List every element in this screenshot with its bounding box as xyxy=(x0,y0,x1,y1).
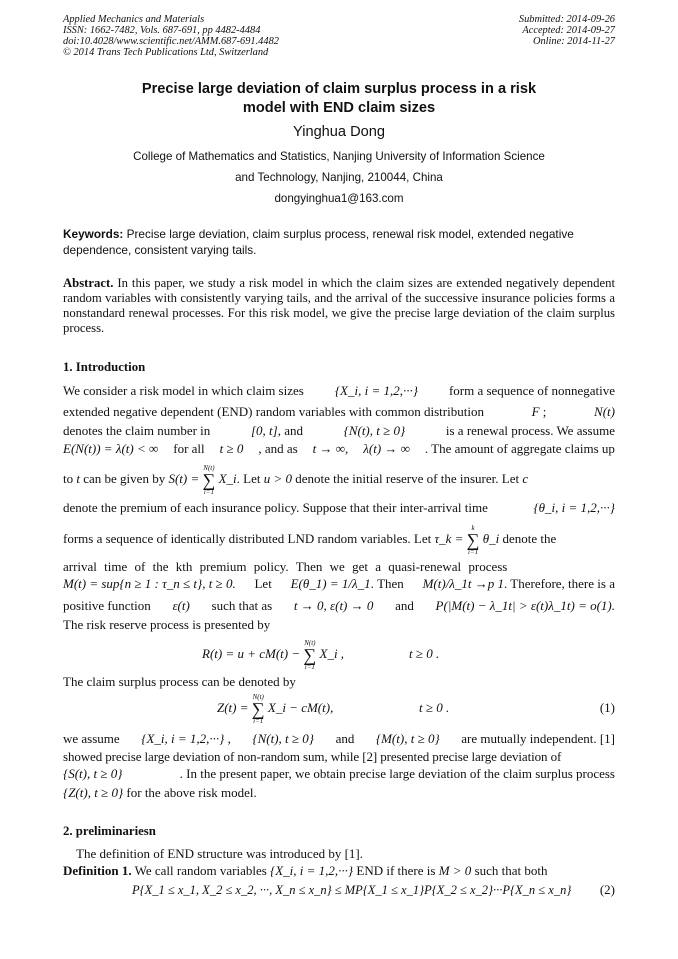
text-span: We consider a risk model in which claim sizes xyxy=(63,383,304,398)
text-span: for the above risk model. xyxy=(126,785,257,800)
text-span: and xyxy=(395,598,414,613)
text-span: denote the premium of each insurance policy. Suppose that their inter-arrival time xyxy=(63,500,488,515)
math-c: c xyxy=(522,471,529,486)
intro-line-10 xyxy=(63,598,615,614)
math-F: F xyxy=(531,404,540,419)
math-t-infty: t → ∞ xyxy=(312,441,346,456)
intro-line-6 xyxy=(63,500,615,516)
intro-line-1 xyxy=(63,383,615,399)
text-span: such that as xyxy=(211,598,273,613)
journal-name: Applied Mechanics and Materials xyxy=(63,14,205,25)
author-name: Yinghua Dong xyxy=(293,124,385,140)
affiliation-line-1: College of Mathematics and Statistics, Nanjing University of Information Science xyxy=(133,150,545,163)
text-span: form a sequence of nonnegative xyxy=(448,383,615,398)
math-S-process: {S(t), t ≥ 0} xyxy=(63,766,123,781)
title-line-2: model with END claim sizes xyxy=(242,100,436,116)
math-interval: [0, t] xyxy=(250,423,278,438)
author-email: dongyinghua1@163.com xyxy=(274,192,404,205)
text-span: positive function xyxy=(63,598,151,613)
summation-symbol: k ∑ i=1 xyxy=(466,524,480,557)
dates-header xyxy=(519,14,615,47)
text-span: . Then xyxy=(370,576,404,591)
math-limits: t → 0, ε(t) → 0 xyxy=(293,598,374,613)
math-lambda-infty: λ(t) → ∞ xyxy=(363,441,410,456)
eq-r-tail: X_i , xyxy=(319,646,345,661)
definition-1 xyxy=(63,863,615,879)
math-N-process: {N(t), t ≥ 0} xyxy=(252,731,314,746)
sum-upper: N(t) xyxy=(252,693,264,702)
abstract-label: Abstract. xyxy=(63,276,114,290)
text-span: for all xyxy=(173,441,205,456)
copyright-line: © 2014 Trans Tech Publications Ltd, Switzerland xyxy=(63,47,269,58)
text-span: . Let xyxy=(236,471,261,486)
submitted-date: Submitted: 2014-09-26 xyxy=(518,14,615,25)
intro-line-5 xyxy=(63,461,615,497)
text-span: . In the present paper, we obtain precise large deviation of the claim surplus process xyxy=(179,766,615,781)
math-Z-process: {Z(t), t ≥ 0} xyxy=(63,785,124,800)
math-quasi-renewal: M(t) = sup{n ≥ 1 : τ_n ≤ t}, t ≥ 0. xyxy=(63,576,236,591)
prelim-line-1: The definition of END structure was introduced by [1]. xyxy=(76,846,364,861)
text-span: extended negative dependent (END) random variables with common distribution xyxy=(63,404,484,419)
sum-upper: N(t) xyxy=(203,464,215,473)
sum-lower: i=1 xyxy=(304,663,315,672)
sum-lower: i=1 xyxy=(468,548,479,557)
intro-line-16 xyxy=(63,785,615,801)
sum-upper: N(t) xyxy=(304,639,316,648)
math-S-def: S(t) = xyxy=(168,471,200,486)
title-line-1: Precise large deviation of claim surplus process in a risk xyxy=(141,81,537,97)
text-span: and xyxy=(335,731,355,746)
sum-lower: i=1 xyxy=(203,488,214,497)
text-span: such that both xyxy=(474,863,548,878)
math-renewal-process: {N(t), t ≥ 0} xyxy=(343,423,406,438)
text-span: denote the xyxy=(502,531,557,546)
text-span: . Therefore, there is a xyxy=(504,576,615,591)
issn-line: ISSN: 1662-7482, Vols. 687-691, pp 4482-4484 xyxy=(63,25,261,36)
paper-title xyxy=(0,80,678,118)
math-theta-i: θ_i xyxy=(482,531,500,546)
math-theta-sequence: {θ_i, i = 1,2,···} xyxy=(533,500,615,515)
sum-upper: k xyxy=(471,524,475,533)
summation-symbol: N(t) ∑ i=1 xyxy=(202,464,216,497)
text-span: Let xyxy=(254,576,272,591)
summation-symbol: N(t) ∑ i=1 xyxy=(251,693,265,726)
text-span: . The amount of aggregate claims up xyxy=(424,441,615,456)
text-span: denotes the claim number in xyxy=(63,423,211,438)
intro-line-14: showed precise large deviation of non-random sum, while [2] presented precise large deviation of xyxy=(63,749,562,764)
text-span: denote the initial reserve of the insurer. Let xyxy=(295,471,520,486)
eq-z-tail: X_i − cM(t), xyxy=(267,700,334,715)
definition-label: Definition 1. xyxy=(63,863,132,878)
math-X-sequence: {X_i, i = 1,2,···} xyxy=(270,863,354,878)
intro-line-8: arrival time of the kth premium policy. Then we get a quasi-renewal process xyxy=(63,559,508,574)
math-Nt: N(t) xyxy=(594,404,615,419)
math-convergence: M(t)/λ_1t →p 1 xyxy=(422,576,505,591)
section-heading-introduction: 1. Introduction xyxy=(63,360,146,374)
intro-line-7 xyxy=(63,521,615,557)
section-heading-preliminaries: 2. preliminariesn xyxy=(63,824,156,838)
eq-z-lhs: Z(t) = xyxy=(217,700,249,715)
math-t: t xyxy=(76,471,80,486)
text-span: END if there is xyxy=(356,863,436,878)
text-span: , and xyxy=(277,423,303,438)
online-date: Online: 2014-11-27 xyxy=(532,36,615,47)
intro-line-2: extended negative dependent (END) random variables with common distribution F ; N(t) xyxy=(63,404,615,419)
intro-line-3 xyxy=(63,423,615,439)
math-claim-sequence: {X_i, i = 1,2,···} xyxy=(334,383,418,398)
text-span: can be given by xyxy=(83,471,166,486)
equation-number-1: (1) xyxy=(599,700,615,715)
abstract-text: In this paper, we study a risk model in which the claim sizes are extended negatively dependent random variables with consistently varying tails, and the arrival of the successive insurance policies forms a nonstandard renewal processes. For this risk model, we give the precise large deviation of the claim surplus process. xyxy=(63,276,615,335)
text-span: to xyxy=(63,471,74,486)
math-u-pos: u > 0 xyxy=(263,471,293,486)
keywords-text: Precise large deviation, claim surplus process, renewal risk model, extended negative dependence, consistent varying tails. xyxy=(63,227,574,257)
eq2-body: P{X_1 ≤ x_1, X_2 ≤ x_2, ···, X_n ≤ x_n} ≤ MP{X_1 ≤ x_1}P{X_2 ≤ x_2}···P{X_n ≤ x_n} xyxy=(132,883,572,897)
eq-r-lhs: R(t) = u + cM(t) − xyxy=(202,646,301,661)
math-t-nonneg: t ≥ 0 xyxy=(219,441,244,456)
accepted-date: Accepted: 2014-09-27 xyxy=(522,25,615,36)
text-span: is a renewal process. We assume xyxy=(445,423,615,438)
math-expectation: E(N(t)) = λ(t) < ∞ xyxy=(63,441,159,456)
eq-r-condition: t ≥ 0 . xyxy=(409,646,440,661)
intro-line-12: The claim surplus process can be denoted by xyxy=(63,674,296,689)
math-expect-theta: E(θ_1) = 1/λ_1 xyxy=(290,576,371,591)
math-probability: P(|M(t) − λ_1t| > ε(t)λ_1t) = o(1). xyxy=(435,598,615,613)
equation-claim-surplus xyxy=(63,690,615,726)
text-span: We call random variables xyxy=(134,863,267,878)
keywords xyxy=(63,226,615,258)
math-tau-def: τ_k = xyxy=(434,531,464,546)
intro-line-4: E(N(t)) = λ(t) < ∞ for all t ≥ 0 , and as t → ∞, λ(t) → ∞ . The amount of aggregate claims up xyxy=(63,441,615,456)
math-M-process: {M(t), t ≥ 0} xyxy=(375,731,440,746)
math-Xi: X_i xyxy=(218,471,237,486)
journal-header xyxy=(63,14,279,58)
intro-line-15 xyxy=(63,766,615,782)
text-span: forms a sequence of identically distributed LND random variables. Let xyxy=(63,531,432,546)
equation-number-2: (2) xyxy=(599,882,615,897)
affiliation-line-2: and Technology, Nanjing, 210044, China xyxy=(235,171,443,184)
abstract xyxy=(63,276,615,336)
math-M-pos: M > 0 xyxy=(438,863,472,878)
intro-line-11: The risk reserve process is presented by xyxy=(63,617,271,632)
summation-symbol: N(t) ∑ i=1 xyxy=(303,639,317,672)
equation-risk-reserve xyxy=(63,636,615,672)
math-claims: {X_i, i = 1,2,···} xyxy=(141,731,225,746)
text-span: , and as xyxy=(258,441,298,456)
intro-line-13: we assume {X_i, i = 1,2,···} , {N(t), t ≥ 0} and {M(t), t ≥ 0} are mutually independent. [1] xyxy=(63,731,615,746)
eq-z-condition: t ≥ 0 . xyxy=(419,700,450,715)
intro-line-9 xyxy=(63,576,615,592)
text-span: we assume xyxy=(63,731,120,746)
doi-line: doi:10.4028/www.scientific.net/AMM.687-691.4482 xyxy=(63,36,279,47)
text-span: are mutually independent. [1] xyxy=(461,731,615,746)
sum-lower: i=1 xyxy=(253,717,264,726)
math-epsilon: ε(t) xyxy=(172,598,190,613)
keywords-label: Keywords: xyxy=(63,227,124,241)
